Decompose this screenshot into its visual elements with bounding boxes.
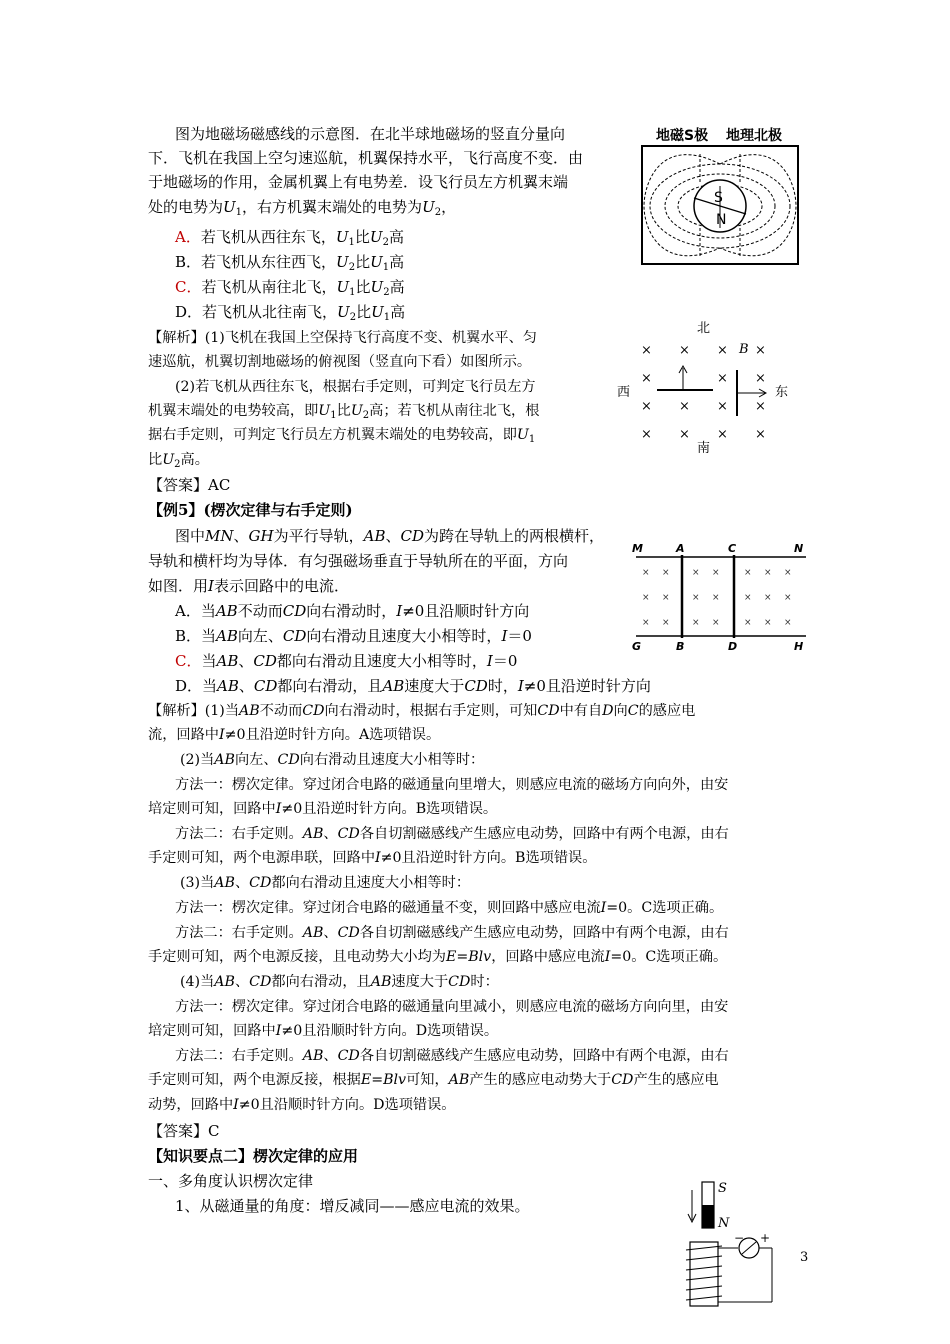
q5-option-a: A．当AB不动而CD向右滑动时，I≠0且沿顺时针方向	[175, 602, 530, 620]
q5-header-prefix: 【例5】	[148, 501, 204, 519]
q5-analysis-line-12: (4)当AB、CD都向右滑动，且AB速度大于CD时：	[180, 974, 499, 990]
fig2-south: 南	[697, 441, 711, 456]
fig6-plus: +	[760, 1231, 771, 1245]
fig2-west: 西	[617, 385, 631, 400]
mark: ×	[692, 618, 700, 628]
fig2-north: 北	[697, 321, 711, 336]
rails-figure	[630, 540, 810, 652]
q5-analysis-line-17: 动势，回路中I≠0且沿顺时针方向。D选项错误。	[148, 1097, 456, 1113]
q4-analysis-line-1: 【解析】(1)飞机在我国上空保持飞行高度不变、机翼水平、匀	[148, 330, 537, 346]
mark: ×	[662, 593, 670, 603]
q5-analysis-line-3: (2)当AB向左、CD向右滑动且速度大小相等时：	[180, 752, 485, 768]
mark: ×	[679, 427, 690, 442]
mark: ×	[641, 371, 652, 386]
mark: ×	[717, 343, 728, 358]
q5-analysis-line-16: 手定则可知，两个电源反接，根据E=Blv可知，AB产生的感应电动势大于CD产生的感应电	[148, 1072, 719, 1088]
q4-option-b: B．若飞机从东往西飞，$U_2$比$U_1$高	[175, 253, 405, 273]
mark: ×	[784, 593, 792, 603]
q4-stem-line-2: 下．飞机在我国上空匀速巡航，机翼保持水平，飞行高度不变．由	[148, 149, 584, 167]
fig1-title-right: 地理北极	[726, 128, 782, 144]
q5-header	[148, 500, 353, 520]
section2-title: 【知识要点二】楞次定律的应用	[148, 1147, 359, 1165]
mark: ×	[712, 618, 720, 628]
mark: ×	[662, 618, 670, 628]
q5-header-title: (楞次定律与右手定则)	[203, 501, 353, 519]
mark: ×	[692, 593, 700, 603]
mark: ×	[641, 427, 652, 442]
fig5-label-m: M	[632, 542, 643, 555]
wing-topview-figure	[615, 318, 815, 458]
q5-stem-line-3: 如图．用I表示回路中的电流．	[148, 577, 349, 595]
page-number: 3	[800, 1250, 809, 1265]
mark: ×	[784, 568, 792, 578]
q5-analysis-line-6: 方法二：右手定则。AB、CD各自切割磁感线产生感应电动势，回路中有两个电源，由右	[175, 826, 729, 842]
mark: ×	[717, 427, 728, 442]
q4-stem-line-3: 于地磁场的作用，金属机翼上有电势差．设飞行员左方机翼末端	[148, 173, 569, 191]
q5-analysis-line-13: 方法一：楞次定律。穿过闭合电路的磁通量向里减小，则感应电流的磁场方向向里，由安	[175, 999, 729, 1015]
mark: ×	[744, 568, 752, 578]
mark: ×	[755, 399, 766, 414]
q4-option-c: C．若飞机从南往北飞，$U_1$比$U_2$高	[175, 278, 405, 298]
fig2-b-label: B	[739, 342, 749, 357]
mark: ×	[764, 568, 772, 578]
fig5-label-g: G	[632, 640, 642, 653]
mark: ×	[642, 593, 650, 603]
q5-answer: 【答案】C	[148, 1122, 220, 1140]
q5-analysis-line-15: 方法二：右手定则。AB、CD各自切割磁感线产生感应电动势，回路中有两个电源，由右	[175, 1048, 729, 1064]
fig6-minus: −	[734, 1231, 745, 1245]
mark: ×	[679, 343, 690, 358]
geomagnetic-figure	[640, 124, 800, 266]
fig1-title-left: 地磁S极	[656, 128, 709, 144]
section2-item1: 1、从磁通量的角度：增反减同——感应电流的效果。	[175, 1197, 530, 1215]
q4-option-d: D．若飞机从北往南飞，$U_2$比$U_1$高	[175, 303, 406, 323]
q5-analysis-line-10: 方法二：右手定则。AB、CD各自切割磁感线产生感应电动势，回路中有两个电源，由右	[175, 925, 729, 941]
q4-analysis-line-2: 速巡航，机翼切割地磁场的俯视图（竖直向下看）如图所示。	[148, 354, 532, 370]
fig5-field-marks	[642, 568, 792, 628]
mark: ×	[744, 618, 752, 628]
mark: ×	[692, 568, 700, 578]
coil-magnet-figure	[680, 1176, 780, 1310]
mark: ×	[717, 399, 728, 414]
q5-stem-line-1: 图中MN、GH为平行导轨，AB、CD为跨在导轨上的两根横杆，	[175, 527, 605, 545]
mark: ×	[784, 618, 792, 628]
q5-option-d: D．当AB、CD都向右滑动，且AB速度大于CD时，I≠0且沿逆时针方向	[175, 677, 651, 695]
q5-analysis-line-4: 方法一：楞次定律。穿过闭合电路的磁通量向里增大，则感应电流的磁场方向向外，由安	[175, 777, 729, 793]
mark: ×	[712, 593, 720, 603]
q5-stem-line-2: 导轨和横杆均为导体．有匀强磁场垂直于导轨所在的平面，方向	[148, 552, 569, 570]
q5-analysis-line-8: (3)当AB、CD都向右滑动且速度大小相等时：	[180, 875, 471, 891]
mark: ×	[641, 343, 652, 358]
mark: ×	[764, 618, 772, 628]
mark: ×	[755, 371, 766, 386]
q5-option-b: B．当AB向左、CD向右滑动且速度大小相等时，I＝0	[175, 627, 532, 645]
q5-option-c: C．当AB、CD都向右滑动且速度大小相等时，I＝0	[175, 652, 518, 670]
fig6-label-s: S	[718, 1181, 727, 1196]
q4-analysis-line-3: (2)若飞机从西往东飞，根据右手定则，可判定飞行员左方	[175, 379, 536, 395]
fig1-pole-s: S	[714, 190, 723, 206]
fig6-label-n: N	[718, 1216, 730, 1231]
q4-stem-line-4: 处的电势为$U_1$，右方机翼末端处的电势为$U_2$，	[148, 198, 457, 218]
mark: ×	[755, 427, 766, 442]
fig5-label-h: H	[794, 640, 804, 653]
fig5-label-d: D	[728, 640, 738, 653]
mark: ×	[755, 343, 766, 358]
q4-analysis-line-5: 据右手定则，可判定飞行员左方机翼末端处的电势较高，即$U_1$	[148, 427, 536, 445]
mark: ×	[679, 399, 690, 414]
fig1-pole-n: N	[716, 212, 727, 228]
mark: ×	[712, 568, 720, 578]
q5-analysis-line-5: 培定则可知，回路中I≠0且沿逆时针方向。B选项错误。	[148, 801, 498, 817]
q4-analysis-line-4: 机翼末端处的电势较高，即$U_1$比$U_2$高；若飞机从南往北飞，根	[148, 403, 540, 421]
fig2-east: 东	[775, 385, 789, 400]
mark: ×	[642, 618, 650, 628]
q5-analysis-line-11: 手定则可知，两个电源反接，且电动势大小均为E=Blv，回路中感应电流I=0。C选项正确。	[148, 949, 728, 965]
mark: ×	[641, 399, 652, 414]
q5-analysis-line-9: 方法一：楞次定律。穿过闭合电路的磁通量不变，则回路中感应电流I=0。C选项正确。	[175, 900, 724, 916]
fig5-label-c: C	[728, 542, 737, 555]
mark: ×	[642, 568, 650, 578]
mark: ×	[764, 593, 772, 603]
q5-analysis-line-1: 【解析】(1)当AB不动而CD向右滑动时，根据右手定则，可知CD中有自D向C的感应电	[148, 703, 696, 719]
fig5-label-b: B	[676, 640, 685, 653]
q4-option-a: A．若飞机从西往东飞，$U_1$比$U_2$高	[175, 228, 404, 248]
q4-stem-line-1: 图为地磁场磁感线的示意图．在北半球地磁场的竖直分量向	[175, 125, 566, 143]
mark: ×	[744, 593, 752, 603]
fig5-label-n: N	[794, 542, 804, 555]
fig5-label-a: A	[676, 542, 685, 555]
mark: ×	[662, 568, 670, 578]
mark: ×	[717, 371, 728, 386]
q4-analysis-line-6: 比$U_2$高。	[148, 452, 209, 470]
q4-answer: 【答案】AC	[148, 476, 231, 494]
q5-analysis-line-7: 手定则可知，两个电源串联，回路中I≠0且沿逆时针方向。B选项错误。	[148, 850, 597, 866]
q5-analysis-line-14: 培定则可知，回路中I≠0且沿顺时针方向。D选项错误。	[148, 1023, 499, 1039]
section2-sub1: 一、多角度认识楞次定律	[148, 1172, 314, 1190]
q5-analysis-line-2: 流，回路中I≠0且沿逆时针方向。A选项错误。	[148, 727, 441, 743]
